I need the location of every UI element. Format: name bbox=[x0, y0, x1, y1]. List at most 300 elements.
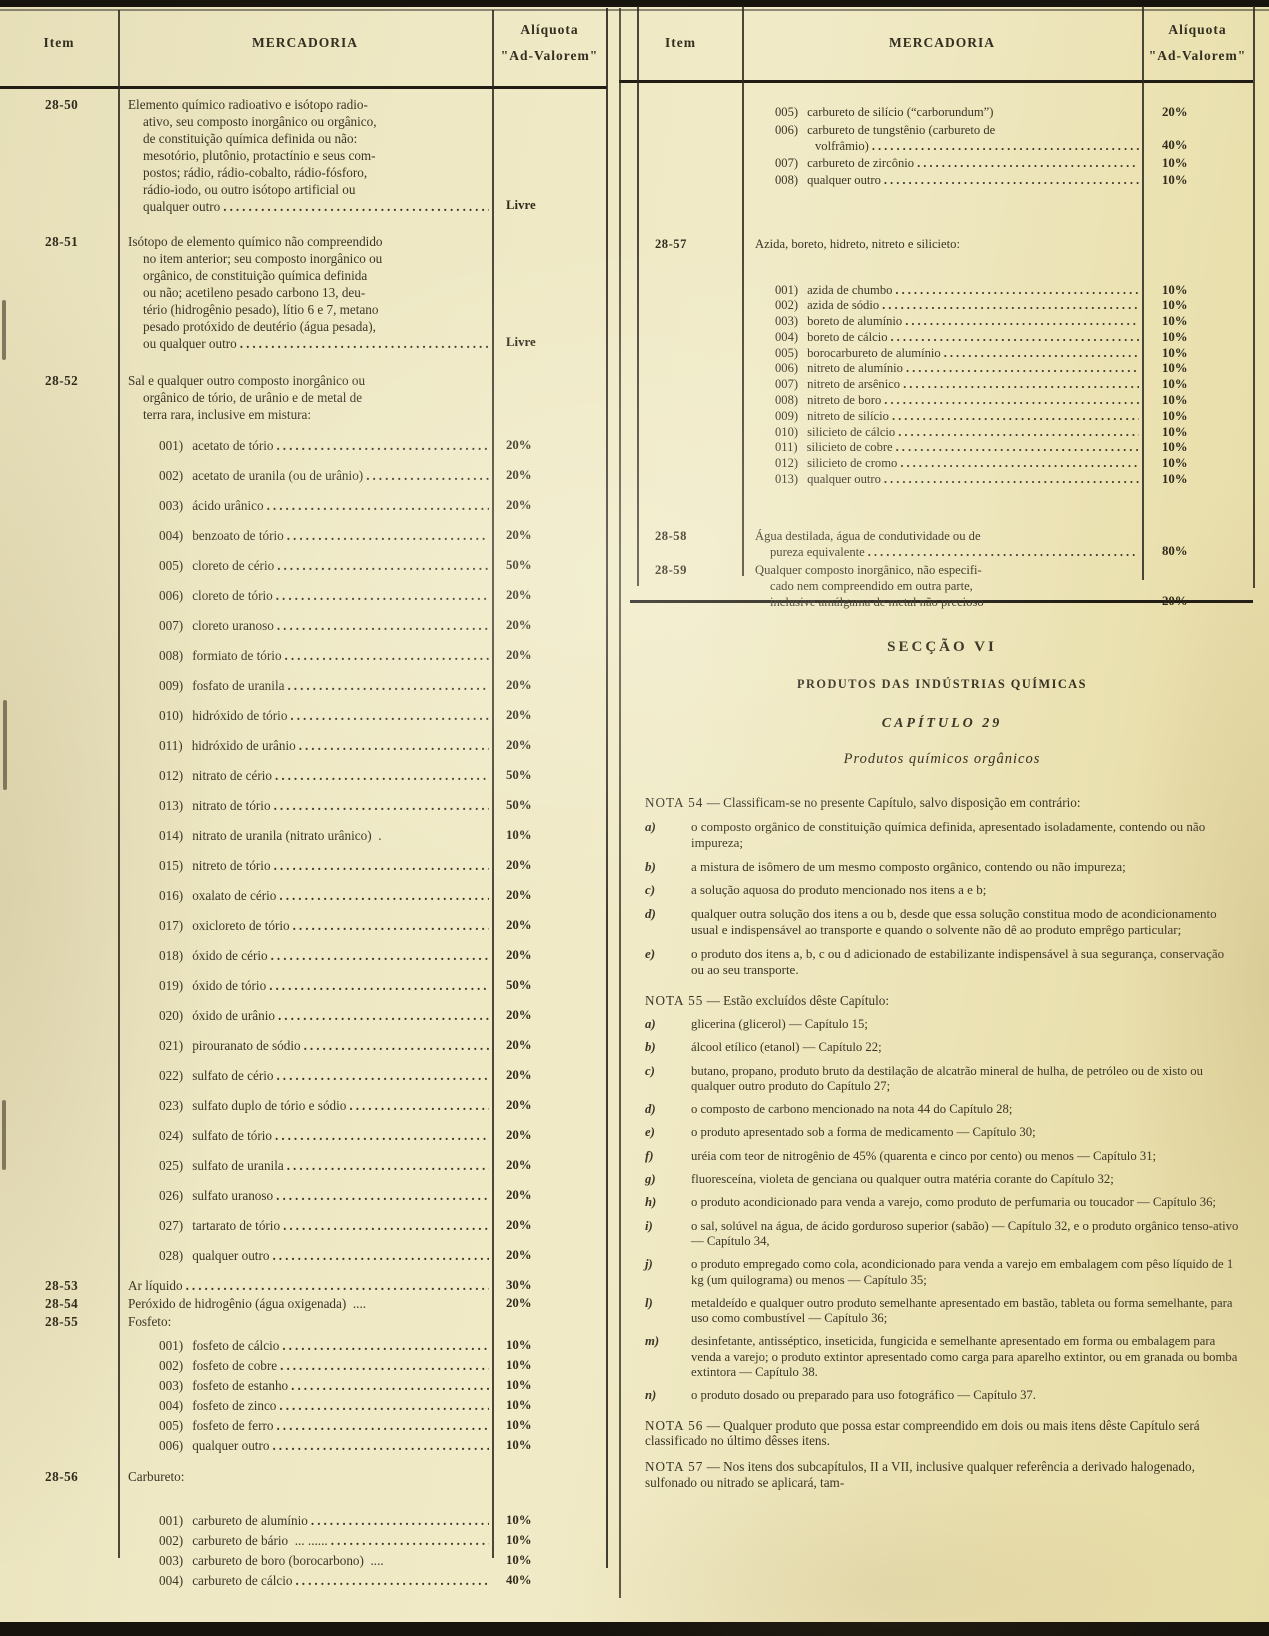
rate-cell bbox=[492, 1436, 606, 1456]
item-code bbox=[619, 314, 742, 330]
sub-item-number: 001) bbox=[159, 1338, 184, 1353]
table-row bbox=[0, 917, 606, 935]
rate-value: 20% bbox=[506, 498, 532, 512]
dotted-leader bbox=[331, 1531, 489, 1550]
merchandise-label: Água destilada, água de condutividade ou de bbox=[755, 528, 981, 543]
item-code: 28-56 bbox=[45, 1469, 79, 1484]
dotted-leader bbox=[240, 335, 489, 352]
dotted-leader bbox=[272, 1436, 489, 1455]
rate-value: 20% bbox=[506, 738, 532, 752]
item-code bbox=[0, 1067, 118, 1085]
right-header-aliquota bbox=[1142, 0, 1253, 86]
merchandise-text bbox=[118, 527, 492, 545]
table-row bbox=[619, 472, 1253, 488]
rate-cell bbox=[492, 1007, 606, 1025]
table-row bbox=[0, 96, 606, 215]
dotted-leader bbox=[274, 857, 489, 874]
sub-item bbox=[159, 1396, 492, 1415]
item-code bbox=[619, 377, 742, 393]
chapter-subtitle: Produtos químicos orgânicos bbox=[843, 751, 1041, 767]
merchandise-line bbox=[159, 1007, 492, 1024]
rate-value: 20% bbox=[506, 1188, 532, 1202]
merchandise-label: sulfato de tório bbox=[192, 1128, 273, 1143]
note-text: desinfetante, antisséptico, inseticida, fungicida e semelhante apresentado em forma ou embalagem para venda a varejo; o produto extintor apresentado como carga para aparelho extintor, ou em granada ou bomba extintora — Capítulo 38. bbox=[691, 1334, 1238, 1380]
item-code bbox=[619, 409, 742, 425]
merchandise-text bbox=[118, 1097, 492, 1115]
rate-value: 20% bbox=[506, 1038, 532, 1052]
merchandise-label: ativo, seu composto inorgânico ou orgânico, bbox=[143, 114, 377, 129]
header-mercadoria-label: MERCADORIA bbox=[252, 35, 358, 50]
dotted-leader bbox=[304, 1037, 489, 1054]
rate-value: Livre bbox=[506, 198, 536, 212]
merchandise-text bbox=[742, 472, 1142, 488]
sub-item-number: 006) bbox=[775, 361, 799, 376]
sub-item-number: 004) bbox=[159, 528, 184, 543]
merchandise-text bbox=[742, 122, 1142, 155]
sub-item bbox=[159, 1511, 492, 1530]
dotted-leader bbox=[905, 314, 1139, 329]
note-text: a solução aquosa do produto mencionado nos itens a e b; bbox=[691, 882, 987, 897]
rate-cell bbox=[492, 96, 606, 215]
merchandise-label: fosfeto de cobre bbox=[192, 1358, 278, 1373]
merchandise-text bbox=[118, 1277, 492, 1295]
merchandise-label: ou qualquer outro bbox=[143, 336, 237, 351]
merchandise-line bbox=[159, 647, 492, 664]
item-code bbox=[619, 361, 742, 377]
merchandise-line bbox=[159, 827, 492, 844]
note-item bbox=[645, 1195, 1239, 1210]
merchandise-text bbox=[118, 467, 492, 485]
merchandise-line bbox=[143, 406, 492, 423]
merchandise-line bbox=[775, 472, 1142, 487]
sub-item-number: 002) bbox=[159, 468, 184, 483]
note-intro-text: — Qualquer produto que possa estar compreendido em dois ou mais itens dêste Capítulo será classificado no último dêsses itens. bbox=[645, 1417, 1200, 1449]
left-table-header bbox=[0, 0, 607, 86]
sub-item-number: 007) bbox=[159, 618, 184, 633]
merchandise-text bbox=[742, 377, 1142, 393]
note-text: o produto empregado como cola, acondicionado para venda a varejo em embalagem com pêso líquido de 1 kg (um quilograma) ou menos — Capítulo 35; bbox=[691, 1257, 1234, 1287]
rate-cell bbox=[492, 977, 606, 995]
dotted-leader bbox=[287, 527, 489, 544]
sub-item-number: 011) bbox=[159, 738, 183, 753]
dotted-leader bbox=[287, 1157, 489, 1174]
merchandise-label: fosfeto de zinco bbox=[192, 1398, 277, 1413]
left-header-aliquota bbox=[492, 0, 607, 86]
sub-item bbox=[159, 1067, 492, 1084]
table-row bbox=[0, 1097, 606, 1115]
sub-item-number: 005) bbox=[159, 1418, 184, 1433]
rate-value: 10% bbox=[1162, 393, 1188, 408]
item-code bbox=[0, 1127, 118, 1145]
rate-value: 10% bbox=[1162, 329, 1188, 344]
rate-cell bbox=[492, 1376, 606, 1396]
sub-item-number: 002) bbox=[159, 1533, 184, 1548]
merchandise-line bbox=[159, 1247, 492, 1264]
table-row bbox=[0, 857, 606, 875]
merchandise-text bbox=[742, 298, 1142, 314]
merchandise-text bbox=[118, 857, 492, 875]
rate-cell bbox=[1142, 236, 1253, 253]
rate-value: 10% bbox=[506, 1338, 532, 1352]
merchandise-label: volfrâmio) bbox=[815, 139, 869, 153]
merchandise-label: de constituição química definida ou não: bbox=[143, 131, 358, 146]
item-code bbox=[0, 557, 118, 575]
dotted-leader bbox=[882, 298, 1139, 313]
merchandise-label: postos; rádio, rádio-cobalto, rádio-fósforo, bbox=[143, 165, 368, 180]
dotted-leader bbox=[900, 456, 1139, 471]
merchandise-label: oxalato de cério bbox=[192, 888, 277, 903]
merchandise-label: formiato de tório bbox=[192, 648, 282, 663]
header-item-label: Item bbox=[43, 35, 75, 50]
merchandise-label: azida de chumbo bbox=[807, 282, 893, 297]
merchandise-text bbox=[118, 1436, 492, 1456]
item-code: 28-59 bbox=[655, 562, 687, 577]
note-letter: j) bbox=[645, 1257, 653, 1272]
rate-cell bbox=[492, 1571, 606, 1591]
note-item bbox=[645, 1017, 1239, 1032]
note-intro bbox=[645, 795, 1239, 812]
merchandise-line bbox=[143, 267, 492, 284]
dotted-leader bbox=[276, 1067, 489, 1084]
merchandise-label: óxido de cério bbox=[192, 948, 268, 963]
rate-cell bbox=[492, 677, 606, 695]
table-row bbox=[0, 1127, 606, 1145]
dotted-leader bbox=[868, 544, 1139, 560]
merchandise-line bbox=[128, 1277, 492, 1294]
sub-item bbox=[159, 467, 492, 484]
item-code bbox=[0, 677, 118, 695]
merchandise-text bbox=[118, 1187, 492, 1205]
rate-value: 20% bbox=[506, 888, 532, 902]
table-row bbox=[0, 977, 606, 995]
sub-item-number: 027) bbox=[159, 1218, 184, 1233]
merchandise-text bbox=[742, 409, 1142, 425]
note-letter: f) bbox=[645, 1148, 654, 1163]
merchandise-label: cloreto uranoso bbox=[192, 618, 274, 633]
sub-item-number: 009) bbox=[159, 678, 184, 693]
sub-item bbox=[159, 707, 492, 724]
rate-value: 50% bbox=[506, 798, 532, 812]
merchandise-label: sulfato duplo de tório e sódio bbox=[192, 1098, 347, 1113]
item-code bbox=[0, 977, 118, 995]
note-text: álcool etílico (etanol) — Capítulo 22; bbox=[691, 1040, 882, 1055]
dotted-leader bbox=[282, 1336, 489, 1355]
table-row bbox=[0, 647, 606, 665]
rate-cell bbox=[492, 1295, 606, 1313]
rate-value: 10% bbox=[1162, 345, 1188, 360]
note-block bbox=[645, 993, 1239, 1404]
rate-value: 10% bbox=[506, 1438, 532, 1452]
rate-cell bbox=[492, 1531, 606, 1551]
chapter-notes bbox=[645, 795, 1239, 1491]
sub-item-number: 001) bbox=[159, 1513, 184, 1528]
rate-cell bbox=[1142, 283, 1253, 299]
table-row bbox=[619, 456, 1253, 472]
merchandise-label: no item anterior; seu composto inorgânico ou bbox=[143, 251, 383, 266]
item-code bbox=[0, 1511, 118, 1531]
sub-item bbox=[159, 1551, 492, 1570]
note-text: fluoresceína, violeta de genciana ou qualquer outra matéria corante do Capítulo 32; bbox=[691, 1172, 1114, 1187]
merchandise-label: hidróxido de urânio bbox=[191, 738, 296, 753]
merchandise-text bbox=[118, 372, 492, 423]
rate-cell bbox=[492, 887, 606, 905]
rate-value: 20% bbox=[1162, 105, 1188, 119]
header-aliquota-line2: "Ad-Valorem" bbox=[500, 48, 599, 63]
merchandise-text bbox=[118, 617, 492, 635]
sub-item-number: 004) bbox=[159, 1573, 184, 1588]
sub-item bbox=[775, 155, 1142, 172]
sub-item-number: 004) bbox=[775, 329, 799, 344]
merchandise-text bbox=[742, 236, 1142, 253]
merchandise-line bbox=[159, 677, 492, 694]
merchandise-text bbox=[118, 947, 492, 965]
rate-cell bbox=[492, 1468, 606, 1485]
merchandise-label: boreto de cálcio bbox=[807, 329, 888, 344]
note-letter: b) bbox=[645, 1040, 656, 1055]
merchandise-label: pirouranato de sódio bbox=[192, 1038, 301, 1053]
note-text: butano, propano, produto bruto da destilação de alcatrão mineral de hulha, de petróleo ou de xisto ou qualquer outro produto do Capítulo 27; bbox=[691, 1063, 1203, 1093]
rate-cell bbox=[1142, 361, 1253, 377]
rate-value: 50% bbox=[506, 768, 532, 782]
sub-item bbox=[775, 393, 1142, 408]
merchandise-line bbox=[128, 372, 492, 389]
note-letter: l) bbox=[645, 1295, 653, 1310]
merchandise-label: boreto de alumínio bbox=[807, 314, 903, 329]
merchandise-text bbox=[118, 1468, 492, 1485]
rate-cell bbox=[492, 557, 606, 575]
item-code bbox=[0, 1396, 118, 1416]
dotted-leader bbox=[279, 887, 489, 904]
header-mercadoria-label: MERCADORIA bbox=[889, 35, 995, 50]
note-letter: g) bbox=[645, 1172, 656, 1187]
sub-item bbox=[159, 617, 492, 634]
rate-value: 10% bbox=[506, 1378, 532, 1392]
merchandise-label: qualquer outro bbox=[192, 1438, 270, 1453]
sub-item-number: 024) bbox=[159, 1128, 184, 1143]
merchandise-label: orgânico de tório, de urânio e de metal de bbox=[143, 390, 363, 405]
merchandise-text bbox=[118, 707, 492, 725]
note-text: o produto acondicionado para venda a varejo, como produto de perfumaria ou toucador — Capítulo 36; bbox=[691, 1195, 1216, 1210]
merchandise-label: terra rara, inclusive em mistura: bbox=[143, 407, 312, 422]
note-letter: d) bbox=[645, 1102, 656, 1117]
dotted-leader bbox=[283, 1217, 489, 1234]
merchandise-line bbox=[775, 393, 1142, 408]
merchandise-line bbox=[159, 1187, 492, 1204]
merchandise-line bbox=[159, 587, 492, 604]
sub-item-number: 011) bbox=[775, 440, 798, 455]
sub-item bbox=[159, 887, 492, 904]
table-row bbox=[619, 393, 1253, 409]
merchandise-text bbox=[118, 737, 492, 755]
note-letter: d) bbox=[645, 905, 656, 921]
merchandise-label: ou não; acetileno pesado carbono 13, deu- bbox=[143, 285, 366, 300]
note-item bbox=[645, 1172, 1239, 1187]
item-code bbox=[619, 104, 742, 122]
merchandise-line bbox=[159, 437, 492, 454]
merchandise-text bbox=[742, 440, 1142, 456]
table-row bbox=[0, 1416, 606, 1436]
rate-value: 10% bbox=[1162, 440, 1188, 455]
merchandise-line bbox=[775, 409, 1142, 424]
dotted-leader bbox=[895, 283, 1139, 298]
merchandise-text bbox=[118, 587, 492, 605]
table-row bbox=[0, 1436, 606, 1456]
note-item bbox=[645, 1334, 1239, 1380]
sub-item-number: 002) bbox=[775, 298, 799, 313]
merchandise-label: nitreto de tório bbox=[192, 858, 271, 873]
table-row bbox=[0, 677, 606, 695]
merchandise-text bbox=[118, 1376, 492, 1396]
item-code bbox=[619, 393, 742, 409]
merchandise-line bbox=[775, 425, 1142, 440]
item-code bbox=[619, 283, 742, 299]
rate-cell bbox=[492, 1037, 606, 1055]
table-row bbox=[0, 1217, 606, 1235]
item-code bbox=[0, 827, 118, 845]
dotted-leader bbox=[903, 377, 1139, 392]
sub-item bbox=[159, 977, 492, 994]
merchandise-line bbox=[143, 389, 492, 406]
merchandise-text bbox=[118, 887, 492, 905]
table-row bbox=[619, 346, 1253, 362]
merchandise-text bbox=[118, 1396, 492, 1416]
rate-value: 20% bbox=[506, 1158, 532, 1172]
merchandise-line bbox=[159, 1217, 492, 1234]
note-letter: e) bbox=[645, 1125, 655, 1140]
sub-item bbox=[775, 346, 1142, 361]
merchandise-label: óxido de urânio bbox=[192, 1008, 275, 1023]
rate-value: 20% bbox=[506, 1128, 532, 1142]
note-intro-text: — Nos itens dos subcapítulos, II a VII, inclusive qualquer referência a derivado halogenado, sulfonado ou nitrado se aplicará, tam- bbox=[645, 1459, 1195, 1491]
merchandise-line bbox=[775, 155, 1142, 172]
table-row bbox=[0, 497, 606, 515]
note-letter: m) bbox=[645, 1334, 660, 1349]
rate-cell bbox=[1142, 155, 1253, 173]
item-code: 28-50 bbox=[45, 97, 79, 112]
sub-item-number: 013) bbox=[159, 798, 184, 813]
merchandise-label: nitreto de alumínio bbox=[807, 361, 903, 376]
sub-item bbox=[159, 497, 492, 514]
sub-item bbox=[159, 1127, 492, 1144]
rate-value: 40% bbox=[506, 1573, 532, 1587]
merchandise-label: rádio-iodo, ou outro isótopo artificial ou bbox=[143, 182, 356, 197]
sub-item bbox=[159, 1037, 492, 1054]
rate-value: 20% bbox=[506, 948, 532, 962]
merchandise-label: fosfeto de cálcio bbox=[192, 1338, 280, 1353]
merchandise-label: carbureto de silício (“carborundum”) bbox=[807, 105, 994, 119]
item-code bbox=[0, 497, 118, 515]
rate-cell bbox=[1142, 104, 1253, 122]
dotted-leader bbox=[311, 1511, 489, 1530]
merchandise-text bbox=[118, 1511, 492, 1531]
rate-cell bbox=[492, 1396, 606, 1416]
dotted-leader bbox=[896, 440, 1139, 455]
rate-cell bbox=[492, 707, 606, 725]
merchandise-label: borocarbureto de alumínio bbox=[807, 345, 941, 360]
merchandise-text bbox=[742, 456, 1142, 472]
merchandise-text bbox=[118, 1571, 492, 1591]
merchandise-line bbox=[159, 1551, 492, 1570]
sub-item-number: 014) bbox=[159, 828, 184, 843]
item-code: 28-55 bbox=[45, 1314, 79, 1329]
sub-item-number: 006) bbox=[159, 1438, 184, 1453]
merchandise-label: orgânico, de constituição química definida bbox=[143, 268, 368, 283]
rate-cell bbox=[492, 1356, 606, 1376]
merchandise-line bbox=[159, 917, 492, 934]
merchandise-line bbox=[159, 797, 492, 814]
sub-item-number: 010) bbox=[775, 424, 799, 439]
merchandise-label: fosfato de uranila bbox=[192, 678, 285, 693]
rate-value: 20% bbox=[506, 1218, 532, 1232]
merchandise-label: Azida, boreto, hidreto, nitreto e silicieto: bbox=[755, 236, 960, 251]
note-intro bbox=[645, 1418, 1239, 1450]
rate-cell bbox=[1142, 393, 1253, 409]
rate-value: 10% bbox=[1162, 472, 1188, 487]
item-code bbox=[0, 437, 118, 455]
merchandise-label: acetato de uranila (ou de urânio) bbox=[192, 468, 364, 483]
merchandise-label: carbureto de alumínio bbox=[192, 1513, 308, 1528]
item-code: 28-51 bbox=[45, 234, 79, 249]
sub-item-number: 008) bbox=[159, 648, 184, 663]
sub-item-number: 003) bbox=[159, 1378, 184, 1393]
left-table-body bbox=[0, 96, 606, 1591]
section-heading bbox=[645, 639, 1239, 768]
merchandise-label: sulfato de uranila bbox=[192, 1158, 284, 1173]
note-letter: a) bbox=[645, 818, 656, 834]
note-letter: c) bbox=[645, 1063, 655, 1078]
dotted-leader bbox=[276, 1187, 489, 1204]
note-item bbox=[645, 946, 1239, 979]
sub-item bbox=[159, 557, 492, 574]
merchandise-text bbox=[118, 557, 492, 575]
item-code bbox=[0, 917, 118, 935]
rate-cell bbox=[492, 917, 606, 935]
section-title: SECÇÃO VI bbox=[887, 639, 997, 655]
rate-value: 30% bbox=[506, 1278, 532, 1292]
item-code bbox=[619, 330, 742, 346]
sub-item-number: 010) bbox=[159, 708, 184, 723]
merchandise-text bbox=[118, 1295, 492, 1313]
item-code bbox=[0, 1097, 118, 1115]
merchandise-line bbox=[159, 977, 492, 994]
sub-item-number: 017) bbox=[159, 918, 184, 933]
header-item-label: Item bbox=[665, 35, 696, 50]
table-row bbox=[0, 1037, 606, 1055]
note-text: o produto apresentado sob a forma de medicamento — Capítulo 30; bbox=[691, 1125, 1036, 1140]
table-row bbox=[0, 827, 606, 845]
table-row bbox=[619, 440, 1253, 456]
note-item bbox=[645, 859, 1239, 876]
merchandise-text bbox=[118, 767, 492, 785]
rate-cell bbox=[492, 647, 606, 665]
table-row bbox=[0, 1376, 606, 1396]
sub-item-number: 005) bbox=[159, 558, 184, 573]
item-code: 28-58 bbox=[655, 528, 687, 543]
left-table-right-border bbox=[606, 8, 608, 1568]
rate-value: 40% bbox=[1162, 138, 1188, 152]
item-code bbox=[0, 947, 118, 965]
merchandise-text bbox=[118, 1551, 492, 1571]
rate-cell bbox=[492, 1336, 606, 1356]
sub-item bbox=[159, 917, 492, 934]
merchandise-text bbox=[742, 425, 1142, 441]
note-block bbox=[645, 795, 1239, 979]
merchandise-text bbox=[118, 233, 492, 352]
note-item bbox=[645, 1388, 1239, 1403]
sub-item bbox=[159, 947, 492, 964]
rate-cell bbox=[492, 1313, 606, 1330]
rate-cell bbox=[492, 1416, 606, 1436]
